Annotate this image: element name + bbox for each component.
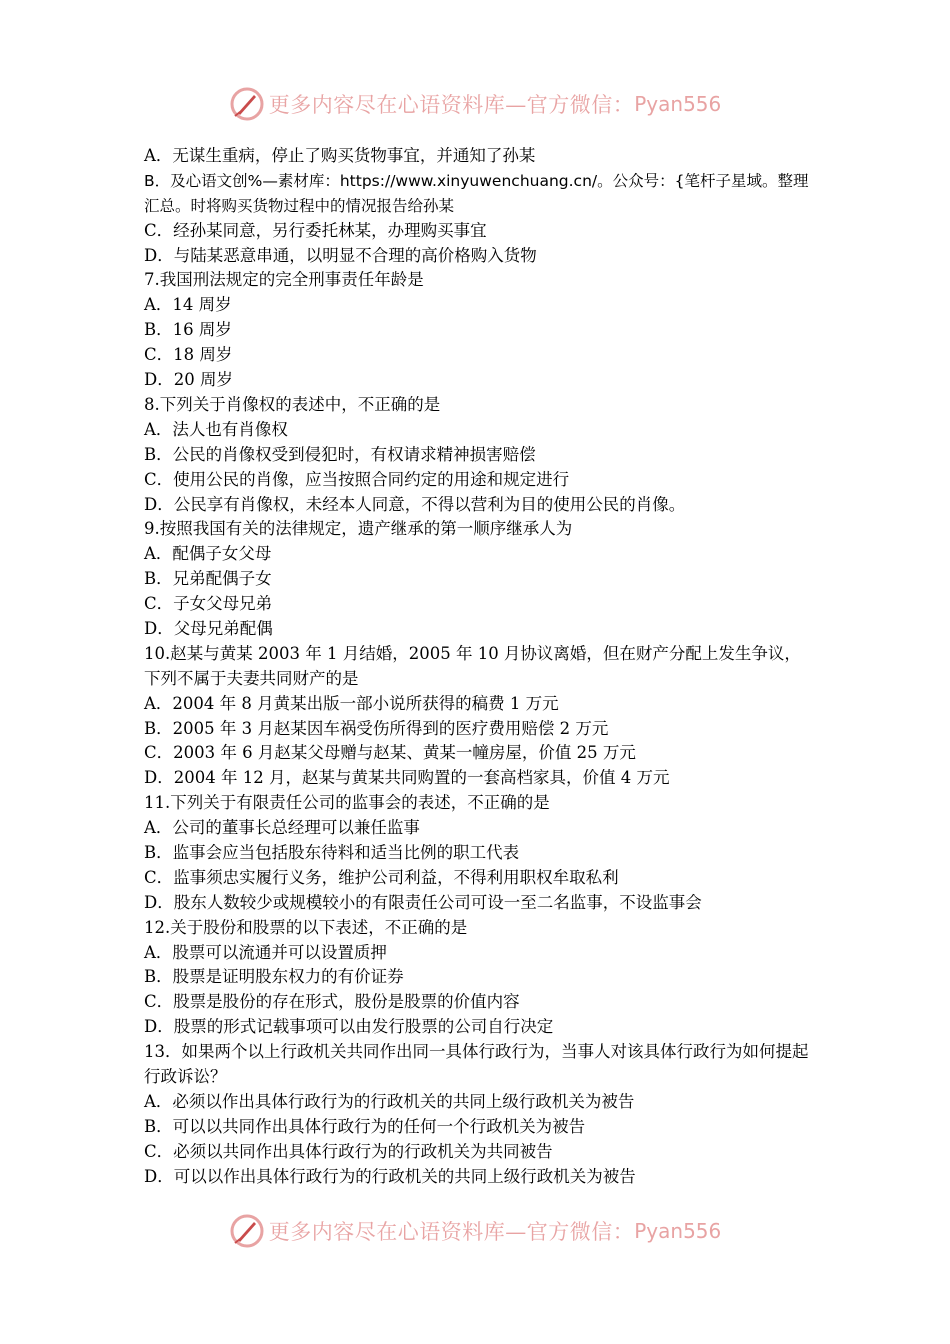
text-line: B．公民的肖像权受到侵犯时，有权请求精神损害赔偿 bbox=[144, 444, 536, 464]
text-line: D．可以以作出具体行政行为的行政机关的共同上级行政机关为被告 bbox=[144, 1166, 636, 1186]
text-line: 13．如果两个以上行政机关共同作出同一具体行政行为，当事人对该具体行政行为如何提起行政诉讼？ bbox=[144, 1042, 809, 1087]
text-line: A．14 周岁 bbox=[144, 295, 232, 315]
text-line: A．配偶子女父母 bbox=[144, 544, 272, 564]
text-line: C．必须以共同作出具体行政行为的行政机关为共同被告 bbox=[144, 1141, 553, 1161]
banner-wechat-id: Pyan556 bbox=[634, 92, 722, 116]
text-line: B．可以以共同作出具体行政行为的任何一个行政机关为被告 bbox=[144, 1116, 586, 1136]
quill-logo-icon bbox=[229, 1213, 265, 1249]
text-line: C．经孙某同意，另行委托林某，办理购买事宜 bbox=[144, 220, 487, 240]
banner-text: 更多内容尽在心语资料库—官方微信： bbox=[268, 1220, 635, 1244]
text-line: C．子女父母兄弟 bbox=[144, 594, 273, 614]
quill-logo-icon bbox=[229, 86, 265, 122]
text-line: B．2005 年 3 月赵某因车祸受伤所得到的医疗费用赔偿 2 万元 bbox=[144, 718, 609, 738]
document-body bbox=[144, 144, 814, 1190]
text-line: A．法人也有肖像权 bbox=[144, 419, 288, 439]
text-line: 12.关于股份和股票的以下表述，不正确的是 bbox=[144, 917, 468, 937]
text-line: A．公司的董事长总经理可以兼任监事 bbox=[144, 818, 420, 838]
text-line: B．16 周岁 bbox=[144, 320, 232, 340]
text-line: A．股票可以流通并可以设置质押 bbox=[144, 942, 387, 962]
text-line: C．股票是股份的存在形式，股份是股票的价值内容 bbox=[144, 992, 520, 1012]
header-watermark-banner bbox=[0, 84, 950, 124]
text-line: D．股东人数较少或规模较小的有限责任公司可设一至二名监事，不设监事会 bbox=[144, 892, 702, 912]
banner-wechat-id: Pyan556 bbox=[634, 1219, 722, 1243]
text-line: B．监事会应当包括股东待料和适当比例的职工代表 bbox=[144, 843, 520, 862]
text-line: D．父母兄弟配偶 bbox=[144, 618, 273, 638]
text-line: A．无谋生重病，停止了购买货物事宜，并通知了孙某 bbox=[144, 146, 536, 165]
text-line: 11.下列关于有限责任公司的监事会的表述，不正确的是 bbox=[144, 793, 550, 813]
text-line: 9.按照我国有关的法律规定，遗产继承的第一顺序继承人为 bbox=[144, 519, 573, 539]
text-line: D．2004 年 12 月，赵某与黄某共同购置的一套高档家具，价值 4 万元 bbox=[144, 768, 670, 788]
footer-watermark-banner bbox=[0, 1211, 950, 1251]
text-line: B．股票是证明股东权力的有价证券 bbox=[144, 967, 404, 987]
text-line: 7.我国刑法规定的完全刑事责任年龄是 bbox=[144, 270, 424, 290]
text-line: C．监事须忠实履行义务，维护公司利益，不得利用职权牟取私利 bbox=[144, 867, 619, 887]
text-line: D．股票的形式记载事项可以由发行股票的公司自行决定 bbox=[144, 1017, 554, 1037]
text-line: 8.下列关于肖像权的表述中，不正确的是 bbox=[144, 394, 441, 414]
text-line: D．公民享有肖像权，未经本人同意，不得以营利为目的使用公民的肖像。 bbox=[144, 494, 686, 514]
text-line: C．18 周岁 bbox=[144, 345, 233, 365]
banner-text: 更多内容尽在心语资料库—官方微信： bbox=[268, 93, 635, 117]
text-line: 10.赵某与黄某 2003 年 1 月结婚，2005 年 10 月协议离婚，但在财产分配上发生争议，下列不属于夫妻共同财产的是 bbox=[144, 643, 801, 688]
text-line: D．20 周岁 bbox=[144, 370, 233, 390]
text-line: D．与陆某恶意串通，以明显不合理的高价格购入货物 bbox=[144, 245, 537, 265]
text-line: A．2004 年 8 月黄某出版一部小说所获得的稿费 1 万元 bbox=[144, 693, 559, 713]
text-line: B．兄弟配偶子女 bbox=[144, 569, 272, 589]
text-line: C．使用公民的肖像，应当按照合同约定的用途和规定进行 bbox=[144, 469, 570, 489]
text-line: B．及心语文创%—素材库：https://www.xinyuwenchuang.cn/。公众号：{笔杆子星域。整理汇总。时将购买货物过程中的情况报告给孙某 bbox=[144, 171, 809, 215]
text-line: A．必须以作出具体行政行为的行政机关的共同上级行政机关为被告 bbox=[144, 1091, 635, 1111]
text-line: C．2003 年 6 月赵某父母赠与赵某、黄某一幢房屋，价值 25 万元 bbox=[144, 743, 636, 763]
